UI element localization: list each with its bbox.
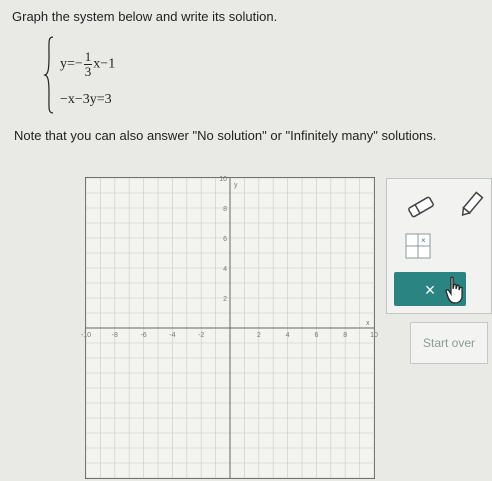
y-tick-label: 10 (219, 176, 227, 183)
y-tick-label: 6 (223, 236, 227, 243)
y-axis-label: y (234, 182, 238, 189)
x-tick-label: 2 (256, 332, 261, 339)
pencil-icon[interactable] (459, 191, 483, 219)
x-tick-label: -6 (140, 332, 147, 339)
hand-cursor-icon (444, 276, 466, 304)
brace-icon (44, 36, 54, 114)
undo-button[interactable]: × (394, 272, 466, 306)
graph-canvas[interactable] (80, 176, 378, 478)
note-text: Note that you can also answer "No solution" or "Infinitely many" solutions. (14, 128, 437, 143)
x-axis-label: x (366, 320, 370, 327)
x-tick-label: 6 (314, 332, 319, 339)
y-tick-label: 8 (223, 206, 227, 213)
fraction-denominator: 3 (84, 64, 92, 79)
point-tool-icon[interactable] (405, 233, 431, 259)
eraser-icon[interactable] (405, 195, 437, 219)
y-tick-label: 2 (223, 296, 227, 303)
prompt-text: Graph the system below and write its solution. (12, 9, 278, 24)
y-tick-label: 4 (223, 266, 227, 273)
x-tick-label: -4 (169, 332, 176, 339)
x-tick-label: 10 (370, 332, 378, 339)
equation-2: −x−3y=3 (60, 92, 112, 107)
fraction (84, 50, 93, 79)
graph-area[interactable] (80, 176, 378, 479)
equation-1-lhs: y=− (60, 56, 83, 72)
x-tick-label: 8 (343, 332, 348, 339)
equation-system (44, 36, 184, 114)
start-over-button[interactable]: Start over (410, 322, 488, 364)
svg-text:×: × (421, 236, 426, 245)
equation-1-rhs: x−1 (93, 56, 116, 72)
equation-1 (60, 50, 115, 79)
x-tick-label: -10 (80, 332, 92, 339)
x-tick-label: 4 (285, 332, 290, 339)
fraction-numerator: 1 (84, 49, 92, 64)
x-tick-label: -2 (198, 332, 205, 339)
x-tick-label: -8 (111, 332, 118, 339)
